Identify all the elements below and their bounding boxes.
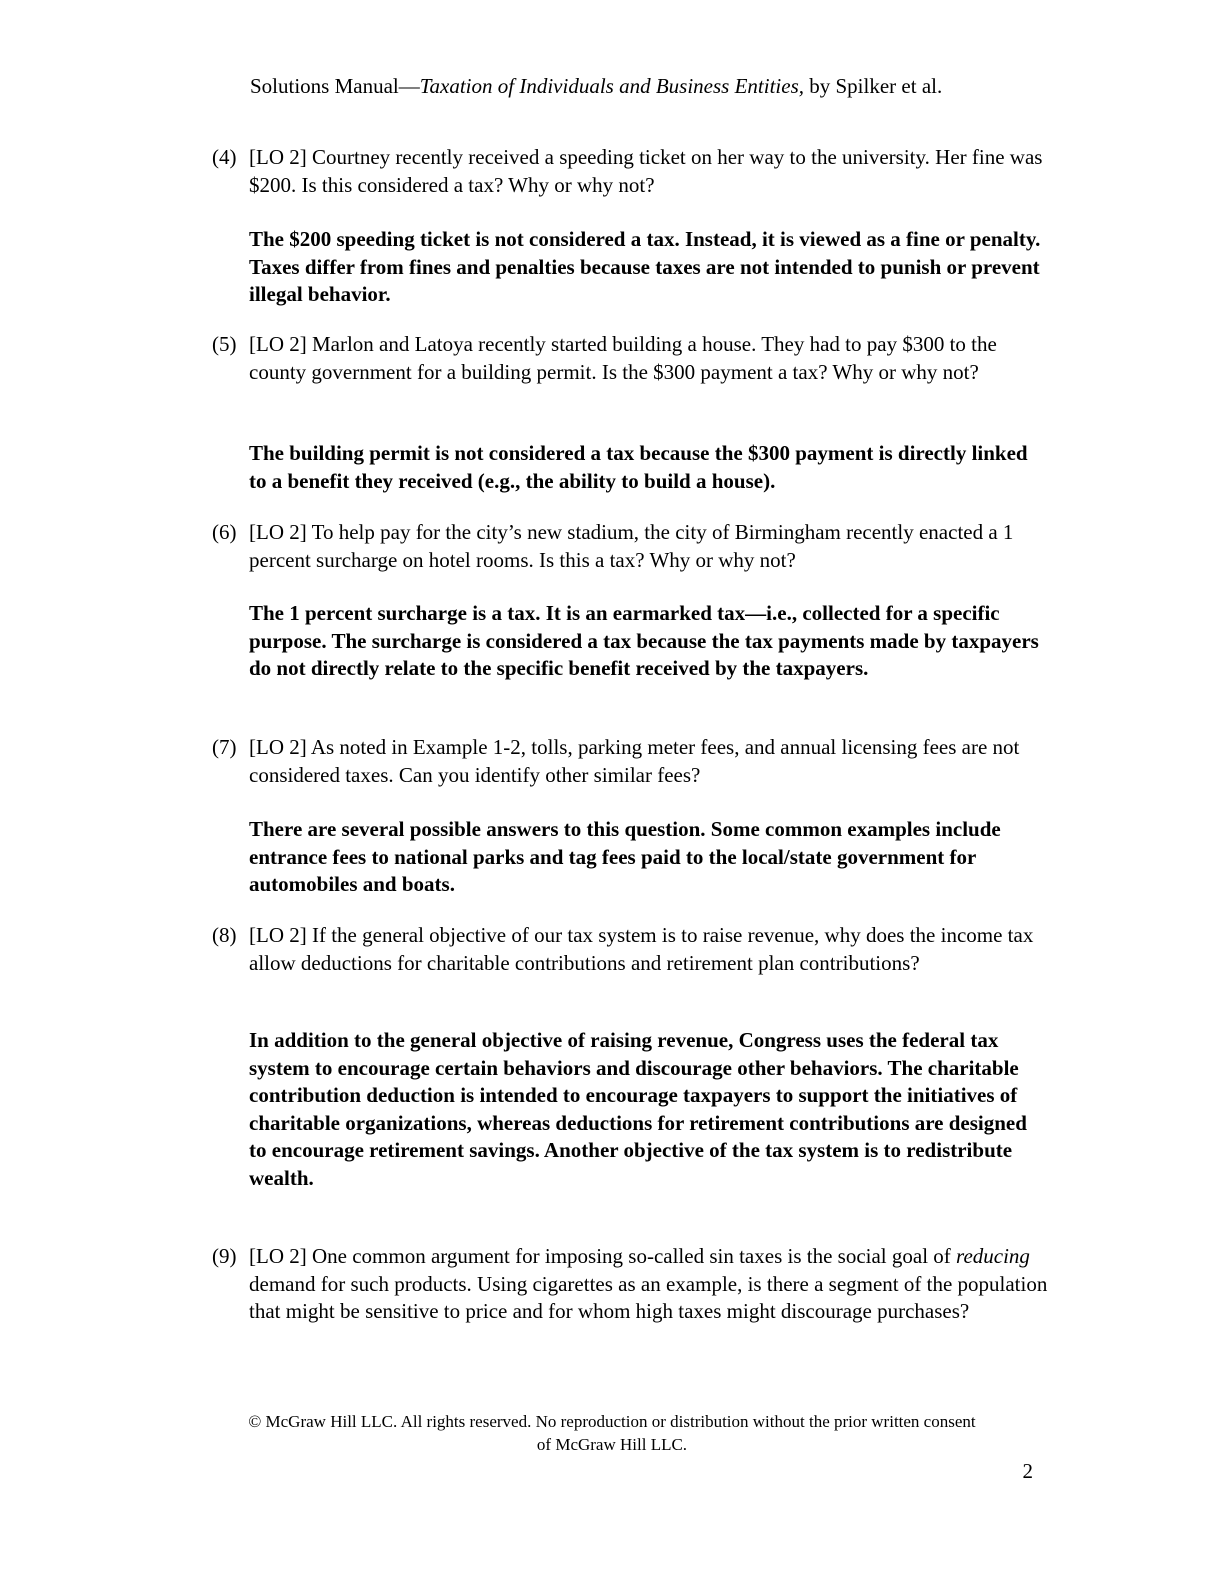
footer-line-2: of McGraw Hill LLC.: [536, 1435, 688, 1454]
answer-6: The 1 percent surcharge is a tax. It is an earmarked tax—i.e., collected for a specific purpose. The surcharge is considered a tax because the tax payments made by taxpayers do not directly relate to the specific benefit received by the taxpayers.: [249, 601, 1039, 680]
answer-4: The $200 speeding ticket is not considered a tax. Instead, it is viewed as a fine or penalty. Taxes differ from fines and penalties because taxes are not intended to punish or prevent illegal behavior.: [249, 227, 1041, 306]
question-text-end: demand for such products. Using cigarettes as an example, is there a segment of the population that might be sensitive to price and for whom high taxes might discourage purchases?: [249, 1271, 1048, 1323]
question-8: [212, 922, 1052, 977]
question-5: [212, 331, 1052, 386]
page-number: 2: [1022, 1459, 1033, 1483]
question-number: (9): [212, 1244, 237, 1268]
question-text-emphasis: reducing: [956, 1244, 1030, 1268]
answer-8: In addition to the general objective of raising revenue, Congress uses the federal tax system to encourage certain behaviors and discourage other behaviors. The charitable contribution deduction is intended to encourage taxpayers to support the initiatives of charitable organizations, whereas deductions for retirement contributions are designed to encourage retirement savings. Another objective of the tax system is to redistribute wealth.: [249, 1028, 1027, 1190]
question-number: (4): [212, 145, 237, 169]
question-number: (5): [212, 332, 237, 356]
header-book-title: Taxation of Individuals and Business Entities,: [419, 74, 804, 98]
question-7: [212, 734, 1052, 789]
answer-7: There are several possible answers to this question. Some common examples include entrance fees to national parks and tag fees paid to the local/state government for automobiles and boats.: [249, 817, 1001, 896]
footer-line-1: © McGraw Hill LLC. All rights reserved. No reproduction or distribution without the prior written consent: [248, 1412, 976, 1431]
question-6: [212, 519, 1052, 574]
question-text: [LO 2] If the general objective of our tax system is to raise revenue, why does the income tax allow deductions for charitable contributions and retirement plan contributions?: [249, 923, 1034, 975]
question-text: [249, 1243, 1052, 1326]
question-4: [212, 144, 1052, 199]
question-text: [LO 2] As noted in Example 1-2, tolls, parking meter fees, and annual licensing fees are not considered taxes. Can you identify other similar fees?: [249, 735, 1020, 787]
question-text: [LO 2] Marlon and Latoya recently started building a house. They had to pay $300 to the county government for a building permit. Is the $300 payment a tax? Why or why not?: [249, 332, 997, 384]
running-header: [250, 72, 1050, 100]
question-9: [212, 1243, 1052, 1326]
question-text: [LO 2] Courtney recently received a speeding ticket on her way to the university. Her fine was $200. Is this considered a tax? Why or why not?: [249, 145, 1043, 197]
question-number: (7): [212, 735, 237, 759]
question-number: (6): [212, 520, 237, 544]
question-text-start: [LO 2] One common argument for imposing so-called sin taxes is the social goal of: [249, 1244, 957, 1268]
header-prefix: Solutions Manual—: [250, 74, 420, 98]
question-number: (8): [212, 923, 237, 947]
header-suffix: by Spilker et al.: [804, 74, 943, 98]
question-text: [LO 2] To help pay for the city’s new stadium, the city of Birmingham recently enacted a 1 percent surcharge on hotel rooms. Is this a tax? Why or why not?: [249, 520, 1014, 572]
copyright-footer: [150, 1410, 1074, 1456]
answer-5: The building permit is not considered a tax because the $300 payment is directly linked to a benefit they received (e.g., the ability to build a house).: [249, 441, 1028, 493]
